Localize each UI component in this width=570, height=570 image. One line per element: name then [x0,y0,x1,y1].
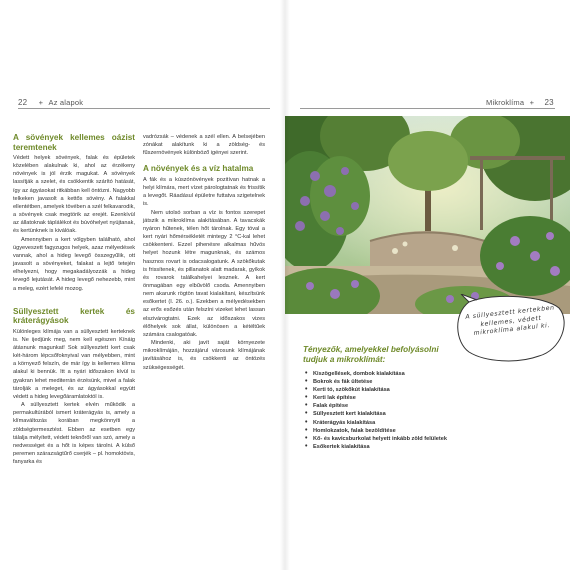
right-page-number: 23 [544,98,554,107]
paragraph: Különleges klímája van a süllyesztett kerteknek is. Ne ijedjünk meg, nem kell egészen Kínáig átásnunk magunkat! Sok süllyesztett kert csak két-három lépcsőfoknyival van mélyebben, mint a környező felszín, de már így is kellemes klíma alakul ki bennük. Itt a nyári időszakon kívül is gyakran lehet mediterrán érzésünk, mivel a falak tárolják a meleget, és az ágyásokkal együtt védett a hideg levegőáramlatoktól is. [13,328,135,400]
photo-caption-bubble [455,294,567,366]
paragraph: Mindenki, aki javít saját környezete mikroklímáján, hozzájárul városunk klímájának javításához is, és csökkenti az öntözés szükségességét. [143,340,265,371]
paragraph: A fák és a kúszónövények pozitívan hatnak a helyi klímára, mert vízet párologtatnak és frissítik a levegőt. Ráadásul épületre futtatva szigetelnek is. [143,176,265,208]
paragraph: Amennyiben a kert völgyben található, ahol ügyeveszett fagyzugos helyek, azaz mélyedések vannak, ahol a hideg levegő összegyűlik, ott javasolt a sövényeket, falakat a lejtő tetején elhelyezni, hogy megakadályozzák a hideg levegő lejutását. A hideg levegő nehezebb, mint a meleg, ezért lefelé mozog. [13,236,135,292]
list-item: • Homlokzatok, falak bezöldítése [313,427,453,435]
list-item: • Süllyesztett kert kialakítása [313,410,453,418]
facts-list [303,370,453,451]
right-page-header [486,98,554,107]
heading-hedges: A sövények kellemes oázist teremtenek [13,133,135,152]
garden-photo [285,116,570,314]
facts-box [303,345,453,451]
paragraph: A süllyesztett kertek elvén működik a permakultúrából ismert kráterágyás is, amely a klímaváltozás korában megkönnyíti a zöldségtermesztést. Ebben az esetben egy tálalja mélyített, védett teknőről van szó, amely a nedvességet és a hőt is képes tárolni. A külső peremen szárazságtűrő cserjék – pl. homoktövis, fanyarka és [13,402,135,466]
paragraph: Védett helyek sövények, falak és épületek közelében alakulnak ki, ahol az érzékeny növények is jól érzik magukat. A sövények lassítják a szelet, és csökkentik szárító hatását, így az ágyásokat ritkábban kell öntözni. Nagyobb telkeken javasolt a kettős sövény. A falakkal ellentétben, amelyek tövében a szél felkavarodik, a sövények csak megtörik az erejét. Ezenkívül az állatoknak táplálékot és búvóhelyet nyújtanak, és kertünknek is kiválóak. [13,155,135,235]
photo-caption-text: A süllyesztett kertekben kellemes, védett mikroklíma alakul ki. [465,304,555,338]
list-item: • Kráterágyás kialakítása [313,419,453,427]
book-spine-shadow [280,0,290,570]
text-column-2 [143,133,265,372]
heading-sunken-gardens: Süllyesztett kertek és kráterágyások [13,306,135,326]
list-item: • Esőkertek kialakítása [313,443,453,451]
list-item: • Kerti tó, szökőkút kialakítása [313,386,453,394]
list-item: • Bokrok és fák ültetése [313,378,453,386]
left-header-rule [18,108,270,109]
paragraph: Nem utolsó sorban a víz is fontos szerepet játszik a mikroklíma alakításában. A tavacskák nyáron hűtenek, télen hőt tárolnak. Egy tóval a kert nyári hőmérsékletét mintegy 2 °C-kal lehet csökkenteni. Ezzel pihenésre alkalmas hűvös helyet hozunk létre magunknak, és számos hasznos rovart is odacsalogatunk. A szökőkutak is frissítenek, és pillanatok alatt madarak, gyíkok és rovarok találkahelyei lesznek. A kert önmagában egy elbűvölő csoda. Amennyiben nem akarunk rögtön tavat kialakítani, készítsünk esőkertet (I. 26. o.). Ezekben a mélyedésekben az erős esőzés után felszíni vizeket lehet lassan elszivárogtatni. Ezek az időszakos vizes élőhelyek sok állat, különösen a kétéltűek számára csalogatóak. [143,209,265,338]
heading-plants-and-water: A növények és a víz hatalma [143,164,254,174]
list-item: • Kerti lak építése [313,394,453,402]
left-section-title: Az alapok [48,98,84,107]
left-section-arrow: + [38,98,44,107]
right-section-arrow: + [529,98,535,107]
list-item: • Kő- és kavicsburkolat helyett inkább zöld felületek [313,435,453,443]
facts-title: Tényezők, amelyekkel befolyásolni tudjuk a mikroklímát: [303,345,439,364]
list-item: • Falak építése [313,402,453,410]
garden-photo-icon [285,116,570,314]
paragraph: vadrózsák – védenek a szél ellen. A belsejében zónákat alakítunk ki a zöldség- és fűszernövények különböző igényei szerint. [143,134,265,157]
left-page-number: 22 [18,98,28,107]
left-page-header [18,98,83,107]
right-header-rule [300,108,555,109]
text-column-1 [13,133,135,466]
list-item: • Kiszögellések, dombok kialakítása [313,370,453,378]
right-section-title: Mikroklíma [486,98,525,107]
